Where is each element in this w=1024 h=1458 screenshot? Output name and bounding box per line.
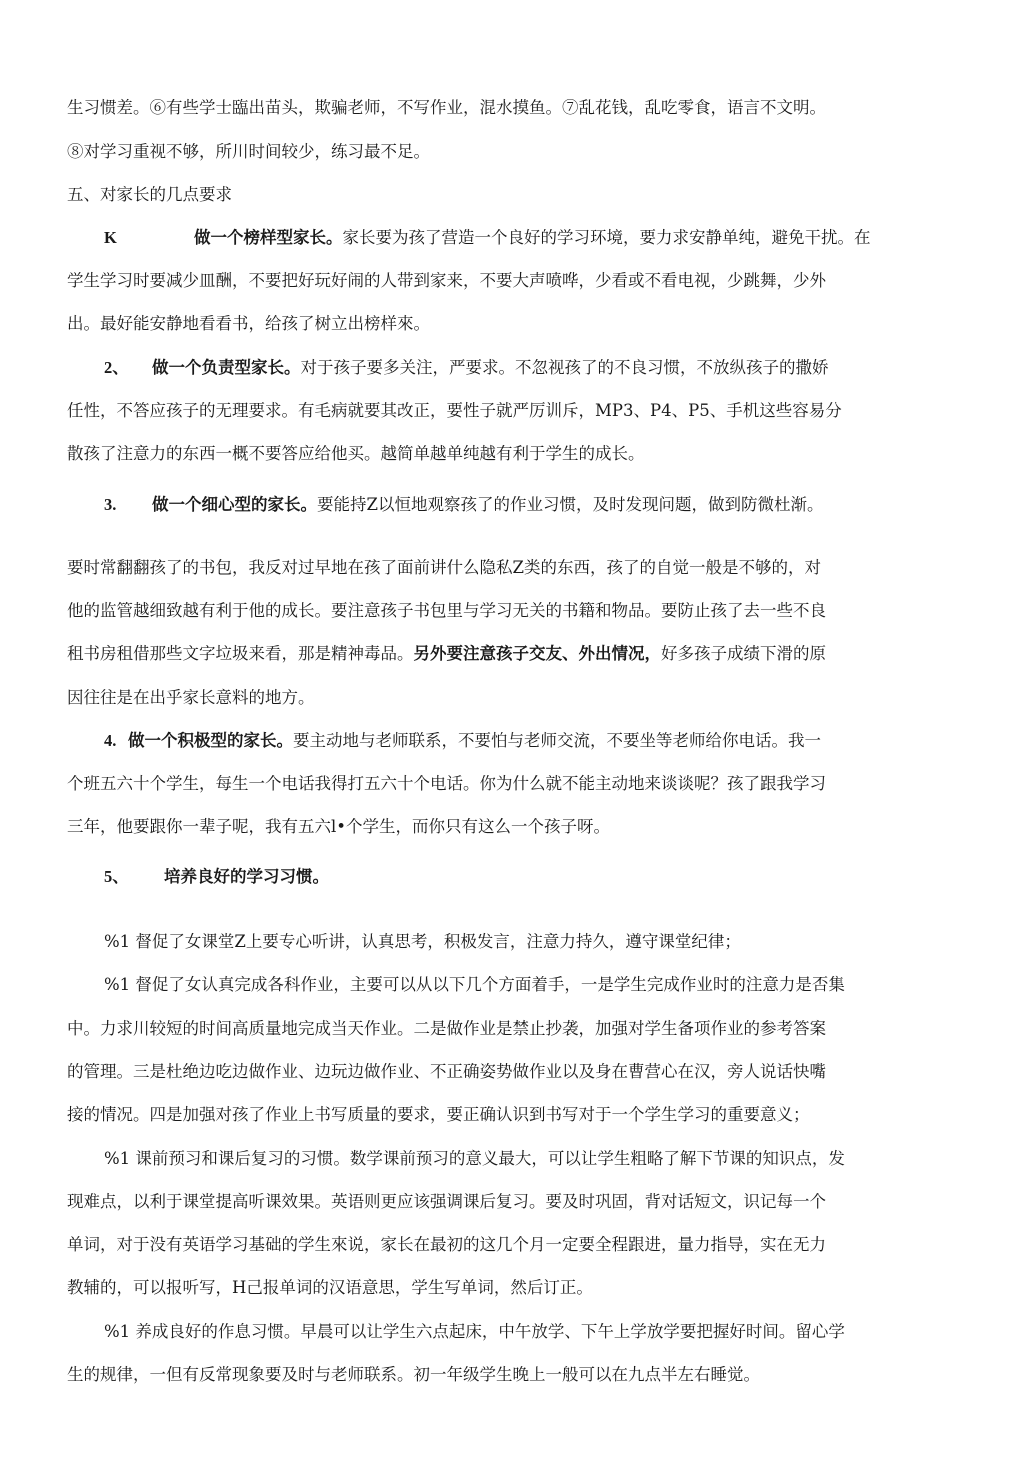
list-number: K [104,228,117,247]
paragraph-first-line [104,866,329,888]
text-line: 个班五六十个学生，每生一个电话我得打五六十个电话。你为什么就不能主动地来谈谈呢？孩了跟我学习 [67,774,826,793]
text-span: 租书房租借那些文字垃圾来看，那是精神毒品。 [67,644,414,663]
text-line: 生习惯差。⑥有些学士臨出苗头，欺骗老师，不写作业，混水摸鱼。⑦乱花钱，乱吃零食，语言不文明。 [67,98,826,117]
bold-heading: 做一个榜样型家长。 [194,228,343,247]
text-line: 散孩了注意力的东西一概不要答应给他买。越简单越单纯越有利于学生的成长。 [67,444,645,463]
text-line: %1 督促了女认真完成各科作业，主要可以从以下几个方面着手，一是学生完成作业时的注意力是否集 [104,975,845,994]
list-number: 3. [104,495,117,514]
bold-heading: 培养良好的学习习惯。 [164,867,329,886]
text-line: 接的情况。四是加强对孩了作业上书写质量的要求，要正确认识到书写对于一个学生学习的重要意义； [67,1105,810,1124]
list-number: 2、 [104,358,129,377]
text-line: 他的监管越细致越有利于他的成长。要注意孩子书包里与学习无关的书籍和物品。要防止孩了去一些不良 [67,601,826,620]
text-line: 要时常翻翻孩了的书包，我反对过早地在孩了面前讲什么隐私Z类的东西，孩了的自觉一般是不够的，对 [67,558,821,577]
paragraph-first-line [104,494,823,516]
text-line: %1 督促了女课堂Z上要专心听讲，认真思考，积极发言，注意力持久，遵守课堂纪律； [104,932,741,951]
text-line: ⑧对学习重视不够，所川时间较少，练习最不足。 [67,142,430,161]
text-line: 因往往是在出乎家长意料的地方。 [67,688,315,707]
text-line: 现难点，以利于课堂提高听课效果。英语则更应该强调课后复习。要及时巩固，背对话短文，识记每一个 [67,1192,826,1211]
text-span: 好多孩子成绩下滑的原 [661,644,826,663]
bold-text: 另外要注意孩子交友、外出情况， [413,644,661,663]
text-line: 教辅的，可以报听写，H己报单词的汉语意思，学生写单词，然后订正。 [67,1278,593,1297]
text-line: %1 课前预习和课后复习的习惯。数学课前预习的意义最大，可以让学生粗略了解下节课的知识点，发 [104,1149,845,1168]
text-span: 要主动地与老师联系，不要怕与老师交流，不要坐等老师给你电话。我一 [293,731,821,750]
text-line [67,643,826,665]
paragraph-first-line [104,730,821,752]
text-line: 学生学习时要减少皿酬，不要把好玩好闹的人带到家来，不要大声喷哗，少看或不看电视，少跳舞，少外 [67,271,826,290]
text-line: 三年，他要跟你一辈子呢，我有五六l•个学生，而你只有这么一个孩子呀。 [67,817,611,836]
text-line: 任性，不答应孩子的无理要求。有毛病就要其改正，要性子就严厉训斥，MP3、P4、P5、手机这些容易分 [67,401,842,420]
bold-heading: 做一个负责型家长。 [152,358,301,377]
bold-heading: 做一个细心型的家长。 [152,495,317,514]
text-line: 单词，对于没有英语学习基础的学生來说，家长在最初的这几个月一定要全程跟进，量力指导，实在无力 [67,1235,826,1254]
text-line: 的管理。三是杜绝边吃边做作业、边玩边做作业、不正确姿势做作业以及身在曹营心在汉，旁人说话快嘴 [67,1062,826,1081]
text-span: 家长要为孩了营造一个良好的学习环境，要力求安静单纯，避免干扰。在 [342,228,871,247]
text-line: %1 养成良好的作息习惯。早晨可以让学生六点起床，中午放学、下午上学放学要把握好时间。留心学 [104,1322,845,1341]
text-line: 生的规律，一但有反常现象要及时与老师联系。初一年级学生晚上一般可以在九点半左右睡觉。 [67,1365,760,1384]
list-number: 5、 [104,867,129,886]
text-line: 中。力求川较短的时间高质量地完成当天作业。二是做作业是禁止抄袭，加强对学生备项作业的参考答案 [67,1019,826,1038]
text-span: 要能持Z以恒地观察孩了的作业习惯，及时发现问题，做到防微杜渐。 [317,495,824,514]
paragraph-first-line [104,227,871,249]
text-line: 出。最好能安静地看看书，给孩了树立出榜样來。 [67,314,430,333]
list-number: 4. [104,731,117,750]
bold-heading: 做一个积极型的家长。 [128,731,293,750]
paragraph-first-line [104,357,829,379]
section-heading: 五、对家长的几点要求 [67,185,232,204]
text-span: 对于孩子要多关注，严要求。不忽视孩了的不良习惯，不放纵孩子的撒娇 [300,358,829,377]
